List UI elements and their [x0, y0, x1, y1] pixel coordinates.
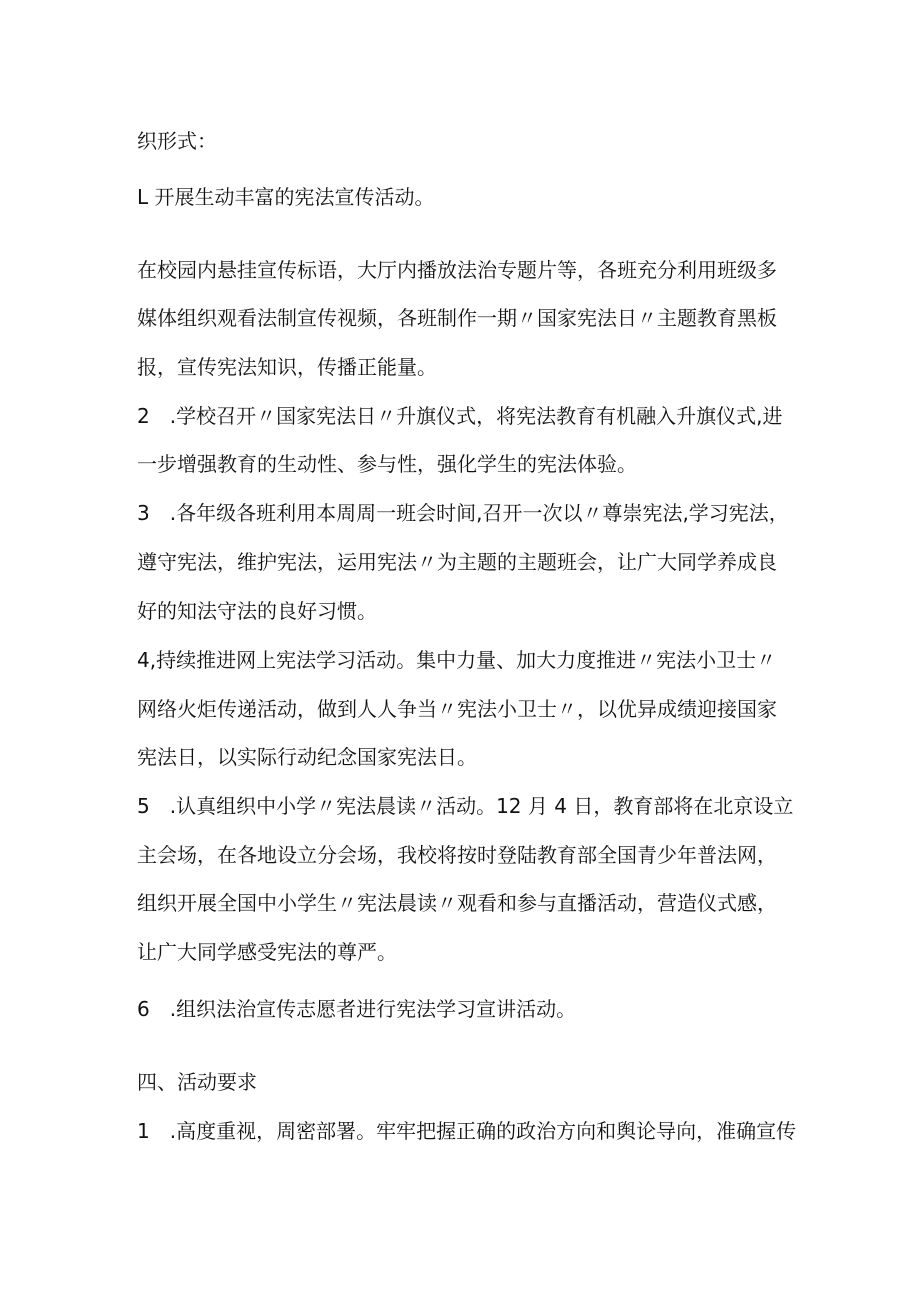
- text-line: 网络火炬传递活动，做到人人争当〃宪法小卫士〃，以优异成绩迎接国家: [137, 697, 777, 721]
- text-line: 3 .各年级各班利用本周周一班会时间,召开一次以〃尊崇宪法,学习宪法，: [137, 501, 789, 525]
- text-line: 1 .高度重视，周密部署。牢牢把握正确的政治方向和舆论导向，准确宣传: [137, 1119, 797, 1143]
- text-line: 6 .组织法治宣传志愿者进行宪法学习宣讲活动。: [137, 997, 577, 1021]
- text-line: L 开展生动丰富的宪法宣传活动。: [137, 185, 435, 209]
- text-line: 4,持续推进网上宪法学习活动。集中力量、加大力度推进〃宪法小卫士〃: [137, 648, 777, 672]
- text-line: 宪法日，以实际行动纪念国家宪法日。: [137, 745, 477, 769]
- text-line: 在校园内悬挂宣传标语，大厅内播放法治专题片等，各班充分利用班级多: [137, 258, 777, 282]
- text-line: 织形式：: [137, 129, 217, 153]
- text-line: 组织开展全国中小学生〃宪法晨读〃观看和参与直播活动，营造仪式感，: [137, 891, 777, 915]
- text-line: 5 .认真组织中小学〃宪法晨读〃活动。12 月 4 日，教育部将在北京设立: [137, 794, 794, 818]
- text-line: 让广大同学感受宪法的尊严。: [137, 940, 397, 964]
- text-line: 遵守宪法，维护宪法，运用宪法〃为主题的主题班会，让广大同学养成良: [137, 550, 777, 574]
- text-line: 好的知法守法的良好习惯。: [137, 599, 377, 623]
- text-line: 媒体组织观看法制宣传视频，各班制作一期〃国家宪法日〃主题教育黑板: [137, 306, 777, 330]
- text-line: 主会场，在各地设立分会场，我校将按时登陆教育部全国青少年普法网，: [137, 843, 777, 867]
- text-line: 2 .学校召开〃国家宪法日〃升旗仪式，将宪法教育有机融入升旗仪式,进: [137, 404, 783, 428]
- text-line: 一步增强教育的生动性、参与性，强化学生的宪法体验。: [137, 452, 637, 476]
- text-line: 报，宣传宪法知识，传播正能量。: [137, 355, 437, 379]
- section-heading: 四、活动要求: [137, 1070, 257, 1094]
